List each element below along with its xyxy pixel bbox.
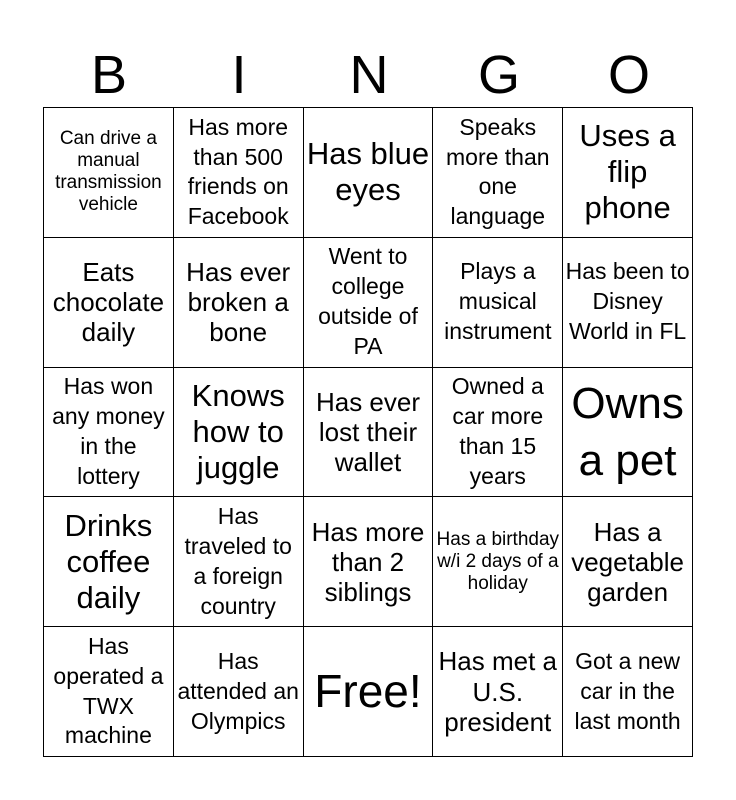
free-space-cell[interactable] (304, 627, 434, 757)
cell-text: Can drive a manual transmission vehicle (55, 128, 162, 216)
cell-text: Has attended an Olympics (177, 647, 299, 734)
cell-text: Has traveled to a foreign country (184, 503, 292, 619)
bingo-cell[interactable] (44, 368, 174, 498)
header-letter-g: G (477, 45, 520, 105)
cell-text: Has been to Disney World in FL (565, 258, 690, 345)
cell-text: Has more than 2 siblings (311, 516, 425, 607)
header-letter-i: I (231, 45, 247, 105)
cell-text: Went to college outside of PA (318, 243, 418, 360)
bingo-cell[interactable] (304, 497, 434, 627)
bingo-cell[interactable] (44, 627, 174, 757)
cell-text: Plays a musical instrument (444, 258, 552, 345)
cell-text: Owned a car more than 15 years (451, 373, 544, 489)
cell-text: Has operated a TWX machine (53, 632, 164, 749)
cell-text: Has more than 500 friends on Facebook (187, 113, 289, 230)
cell-text: Has a vegetable garden (571, 516, 684, 607)
header-letter-o: O (607, 45, 650, 105)
cell-text: Speaks more than one language (446, 113, 550, 230)
bingo-cell[interactable] (304, 108, 434, 238)
bingo-cell[interactable] (44, 238, 174, 368)
cell-text: Has met a U.S. president (438, 646, 558, 737)
cell-text: Knows how to juggle (191, 378, 285, 485)
cell-text: Has blue eyes (306, 136, 430, 208)
bingo-cell[interactable] (44, 497, 174, 627)
cell-text: Drinks coffee daily (64, 507, 153, 615)
bingo-cell[interactable] (174, 238, 304, 368)
bingo-cell[interactable] (563, 238, 693, 368)
cell-text: Owns a pet (571, 378, 684, 485)
header-letter-n: N (349, 45, 389, 105)
bingo-cell[interactable] (174, 497, 304, 627)
bingo-header (44, 40, 694, 106)
bingo-cell[interactable] (44, 108, 174, 238)
cell-text: Has won any money in the lottery (52, 373, 165, 489)
cell-text: Got a new car in the last month (574, 647, 681, 734)
bingo-cell[interactable] (433, 627, 563, 757)
cell-text: Has ever lost their wallet (315, 386, 421, 478)
bingo-cell[interactable] (433, 368, 563, 498)
bingo-cell[interactable] (304, 238, 434, 368)
bingo-cell[interactable] (174, 627, 304, 757)
bingo-cell[interactable] (433, 497, 563, 627)
bingo-board (43, 107, 693, 757)
bingo-cell[interactable] (563, 497, 693, 627)
bingo-cell[interactable] (174, 108, 304, 238)
cell-text: Free! (314, 664, 422, 717)
bingo-cell[interactable] (433, 108, 563, 238)
bingo-cell[interactable] (433, 238, 563, 368)
bingo-cell[interactable] (563, 108, 693, 238)
bingo-cell[interactable] (304, 368, 434, 498)
bingo-cell[interactable] (563, 368, 693, 498)
cell-text: Uses a flip phone (579, 118, 676, 226)
bingo-cell[interactable] (563, 627, 693, 757)
cell-text: Eats chocolate daily (52, 256, 165, 348)
bingo-cell[interactable] (174, 368, 304, 498)
cell-text: Has ever broken a bone (186, 256, 291, 348)
header-letter-b: B (90, 45, 128, 105)
cell-text: Has a birthday w/i 2 days of a holiday (436, 528, 560, 594)
